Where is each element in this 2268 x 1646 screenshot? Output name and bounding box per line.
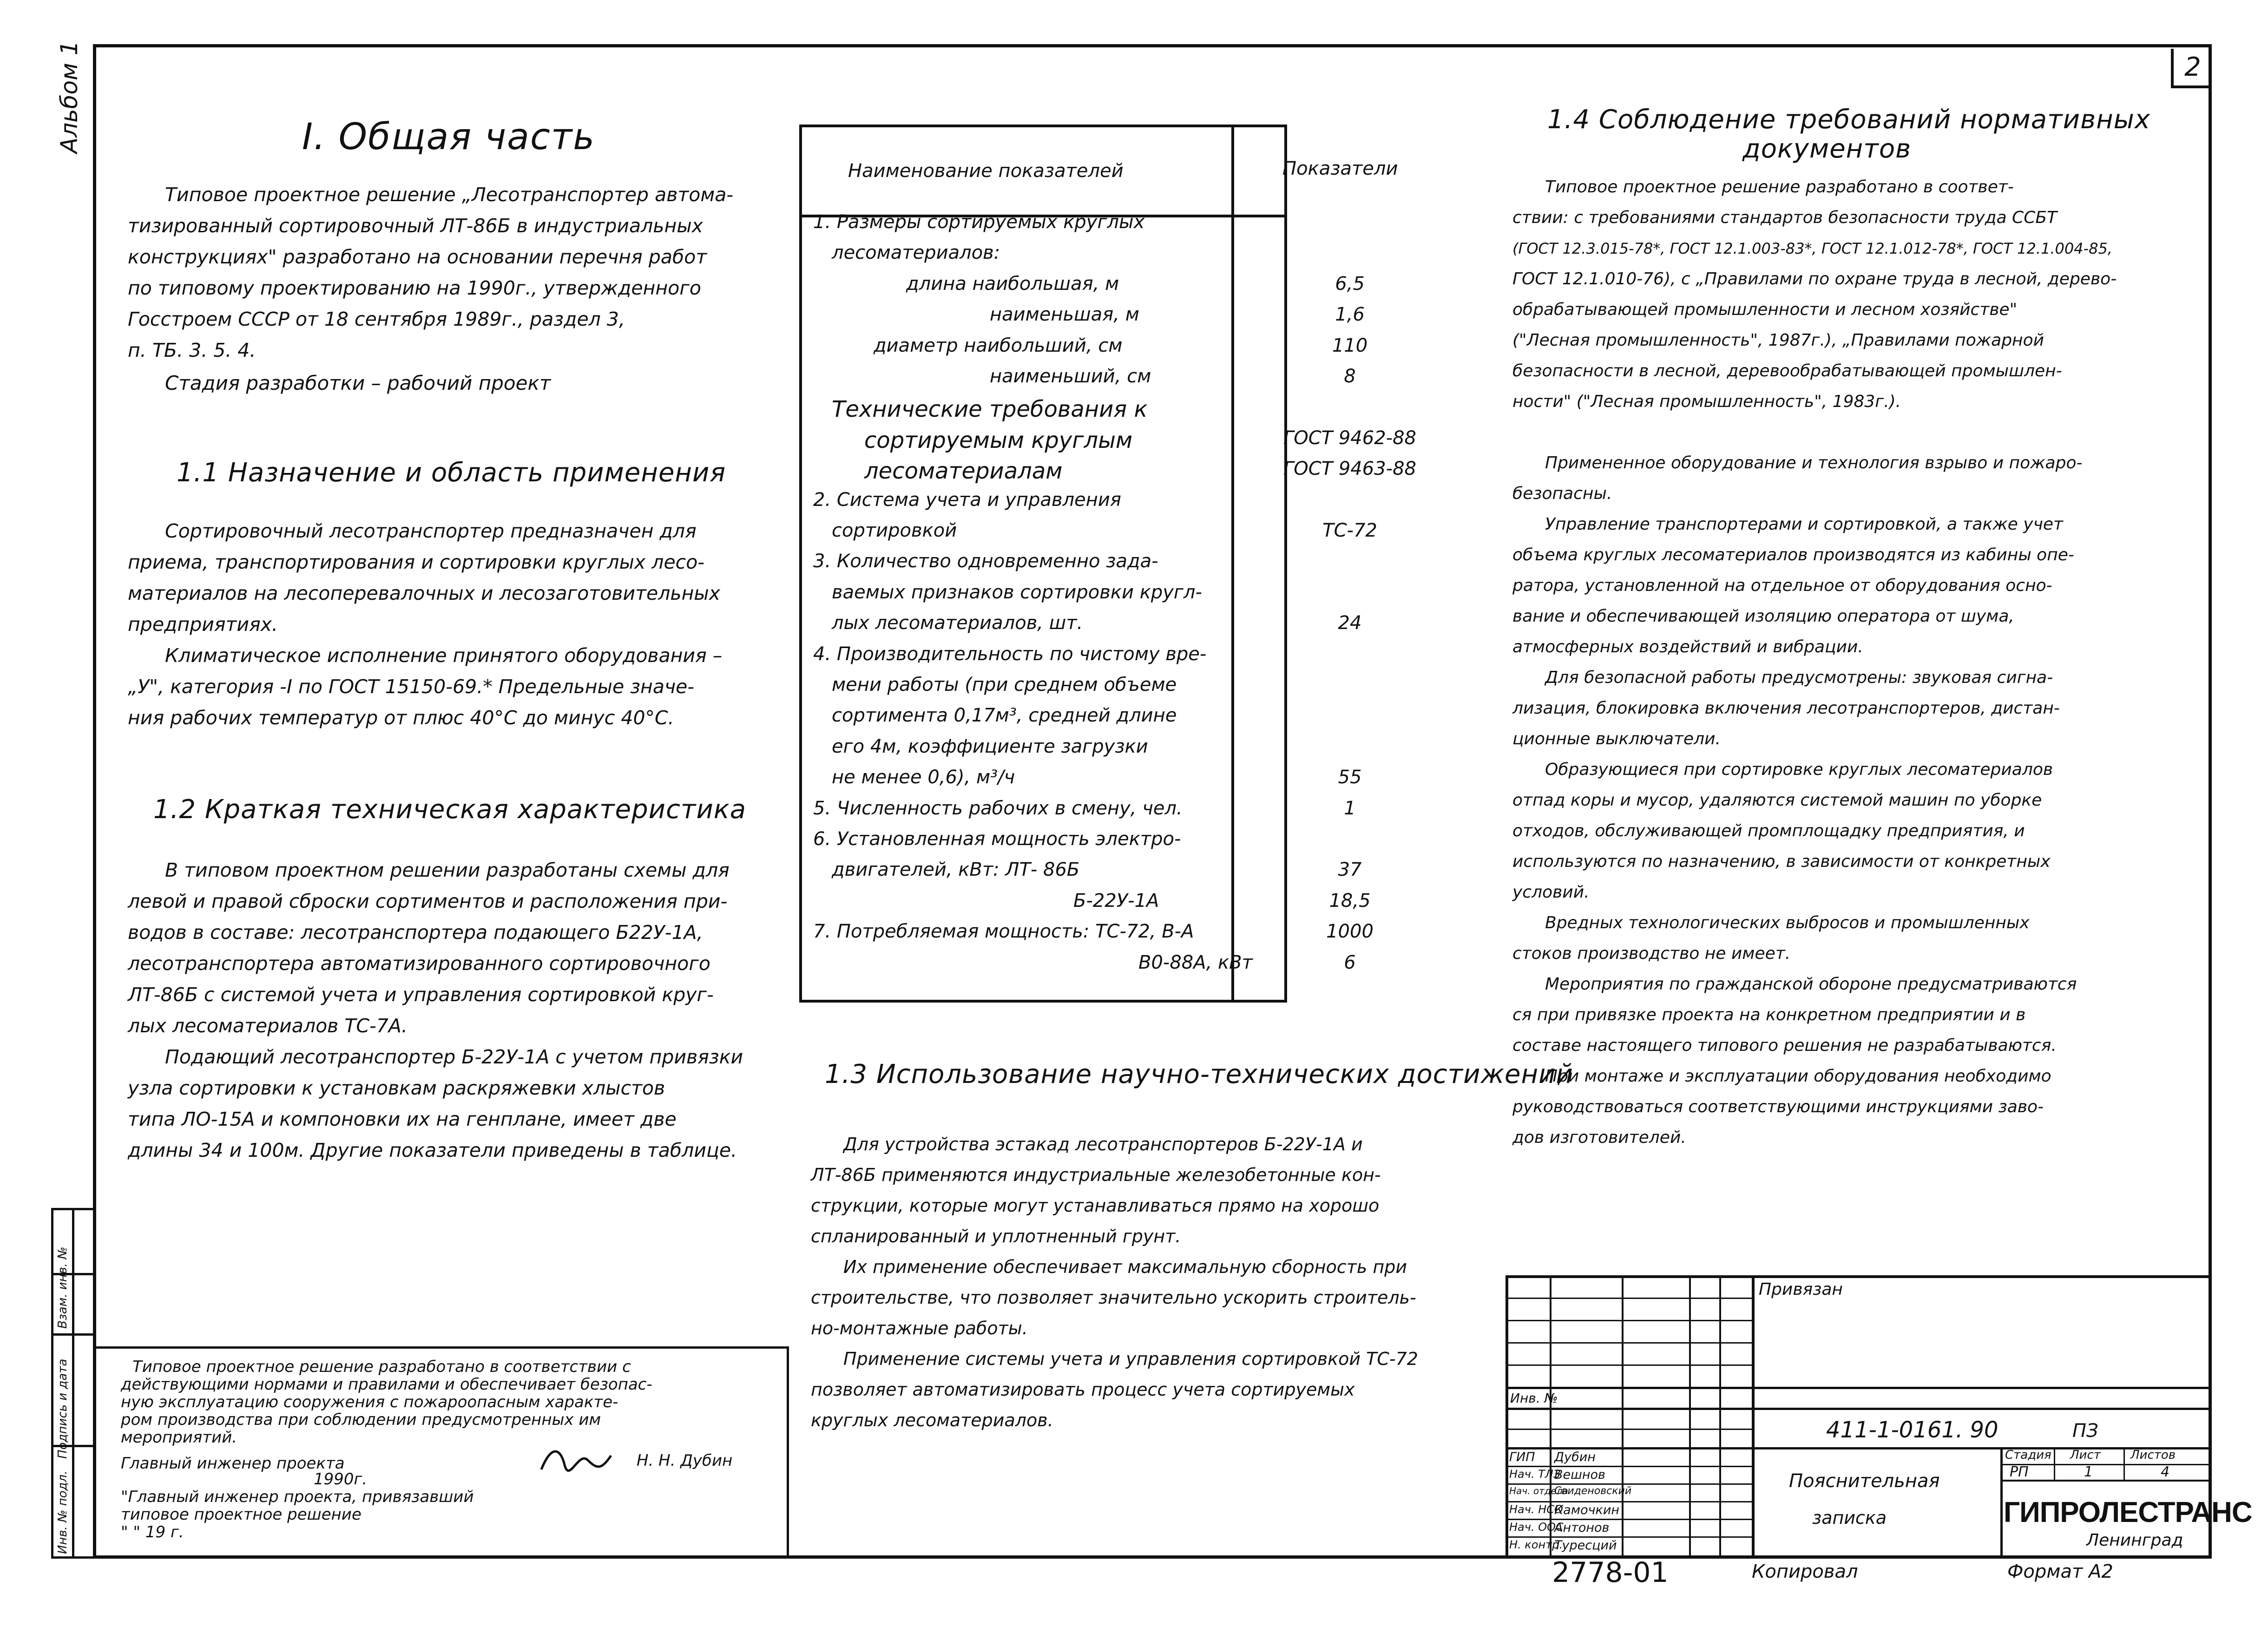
stage-value: РП — [2010, 1464, 2029, 1480]
text-line: обрабатывающей промышленности и лесном хозяйстве" — [1512, 300, 2018, 319]
table-row-name: 6. Установленная мощность электро- — [813, 828, 1181, 850]
text-line: атмосферных воздействий и вибрации. — [1512, 637, 1863, 656]
table-row-name: 4. Производительность по чистому вре- — [813, 643, 1207, 665]
text-line: ("Лесная промышленность", 1987г.), „Правилами пожарной — [1512, 331, 2044, 350]
text-line: составе настоящего типового решения не разрабатываются. — [1512, 1036, 2057, 1055]
role-label: Нач. отдела — [1509, 1485, 1568, 1496]
text-line: Их применение обеспечивает максимальную сборность при — [843, 1257, 1407, 1277]
text-line: тизированный сортировочный ЛТ-86Б в индустриальных — [128, 215, 703, 237]
text-line: Типовое проектное решение „Лесотранспортер автома- — [165, 184, 734, 206]
text-line: спланированный и уплотненный грунт. — [811, 1226, 1181, 1246]
table-row-value: ГОСТ 9462-88 — [1283, 427, 1416, 449]
table-row-value: 6 — [1344, 952, 1356, 973]
sheets-value: 4 — [2161, 1464, 2170, 1480]
section-1-3-text — [811, 1129, 1418, 1436]
table-row-name: лесоматериалам — [864, 458, 1063, 484]
role-label: ГИП — [1509, 1450, 1535, 1464]
section-1-intro — [128, 179, 734, 366]
table-row-value: 1000 — [1326, 921, 1374, 942]
table-column-divider — [1231, 127, 1234, 1000]
text-line: ния рабочих температур от плюс 40°С до минус 40°С. — [128, 707, 674, 729]
section-1-2-title: 1.2 Краткая техническая характеристика — [153, 794, 747, 825]
role-name: Свиденовский — [1554, 1485, 1632, 1497]
text-line: Применение системы учета и управления сортировкой ТС-72 — [843, 1349, 1418, 1369]
role-label: Нач. ТЛЗ — [1509, 1468, 1561, 1481]
text-line: стоков производство не имеет. — [1512, 944, 1791, 963]
document-title-2: записка — [1812, 1508, 1887, 1528]
table-row-value: 1,6 — [1335, 304, 1365, 325]
table-row-value: 8 — [1344, 366, 1356, 387]
table-row-name: 1. Размеры сортируемых круглых — [813, 211, 1145, 233]
table-row-name: Технические требования к — [832, 396, 1148, 422]
table-row-value: 37 — [1338, 859, 1362, 880]
table-row-name: мени работы (при среднем объеме — [832, 674, 1177, 695]
text-line: Для устройства эстакад лесотранспортеров Б-22У-1А и — [843, 1134, 1363, 1154]
table-header-value: Показатели — [1282, 158, 1398, 179]
table-row-name: двигателей, кВт: ЛТ- 86Б — [832, 859, 1080, 880]
role-name: Вешнов — [1554, 1468, 1605, 1482]
text-line: но-монтажные работы. — [811, 1318, 1028, 1338]
text-line: ционные выключатели. — [1512, 729, 1721, 748]
text-line: левой и правой сброски сортиментов и расположения при- — [128, 890, 728, 912]
note-line: действующими нормами и правилами и обеспечивает безопас- — [121, 1375, 652, 1394]
document-title-1: Пояснительная — [1789, 1470, 1940, 1492]
text-line: ности" ("Лесная промышленность", 1983г.). — [1512, 392, 1901, 411]
text-line: лых лесоматериалов ТС-7А. — [128, 1015, 408, 1037]
text-line: отпад коры и мусор, удаляются системой машин по уборке — [1512, 791, 2042, 810]
text-line: длины 34 и 100м. Другие показатели приведены в таблице. — [128, 1139, 737, 1161]
text-line: по типовому проектированию на 1990г., утвержденного — [128, 277, 701, 299]
chief-binding-line: " " 19 г. — [121, 1523, 184, 1541]
section-1-4-title: 1.4 Соблюдение требований нормативных — [1547, 105, 2151, 135]
section-1-4-text — [1512, 172, 2117, 1153]
table-row-value: ГОСТ 9463-88 — [1283, 458, 1416, 479]
sheet-number: 2 — [2171, 49, 2212, 88]
table-row-name: Б-22У-1А — [1073, 890, 1159, 912]
table-row-name: диаметр наибольший, см — [874, 335, 1123, 356]
text-line: типа ЛО-15А и компоновки их на генплане, имеет две — [128, 1108, 677, 1130]
text-line: „У", категория -I по ГОСТ 15150-69.* Предельные значе- — [128, 675, 695, 698]
table-row-name: лесоматериалов: — [832, 242, 1000, 263]
sheet-value: 1 — [2084, 1464, 2093, 1480]
text-line: круглых лесоматериалов. — [811, 1410, 1053, 1430]
title-block — [1505, 1275, 2252, 1559]
text-line: ся при привязке проекта на конкретном предприятии и в — [1512, 1005, 2026, 1024]
role-label: Нач. НСО — [1509, 1503, 1563, 1516]
table-row-name: лых лесоматериалов, шт. — [832, 612, 1083, 634]
text-line: лизация, блокировка включения лесотранспортеров, дистан- — [1512, 699, 2060, 718]
text-line: приема, транспортирования и сортировки круглых лесо- — [128, 551, 705, 573]
table-row-name: 2. Система учета и управления — [813, 489, 1121, 511]
copied-label: Копировал — [1752, 1561, 1858, 1582]
table-row-name: 7. Потребляемая мощность: ТС-72, В-А — [813, 921, 1194, 942]
strip-divider — [51, 1445, 95, 1447]
table-row-value: 24 — [1338, 612, 1362, 634]
note-line: ную эксплуатацию сооружения с пожароопасным характе- — [121, 1393, 618, 1411]
section-1-4-title-2: документов — [1742, 134, 1912, 164]
section-1-2-text — [128, 855, 743, 1166]
text-line: ратора, установленной на отдельное от оборудования осно- — [1512, 576, 2052, 595]
text-line: Образующиеся при сортировке круглых лесоматериалов — [1545, 760, 2053, 779]
year-1990: 1990г. — [314, 1470, 368, 1489]
text-line: условий. — [1512, 883, 1590, 902]
document-code: 411-1-0161. 90 — [1826, 1417, 1998, 1443]
section-1-3-title: 1.3 Использование научно-технических достижений — [825, 1059, 1573, 1089]
text-line: узла сортировки к установкам раскряжевки хлыстов — [128, 1077, 665, 1099]
text-line: используются по назначению, в зависимости от конкретных — [1512, 852, 2051, 871]
text-line: руководствоваться соответствующими инструкциями заво- — [1512, 1097, 2044, 1116]
text-line: вание и обеспечивающей изоляцию оператора от шума, — [1512, 607, 2014, 626]
document-type: ПЗ — [2072, 1420, 2098, 1442]
table-row-name: наименьшая, м — [990, 304, 1139, 325]
text-line: позволяет автоматизировать процесс учета сортируемых — [811, 1379, 1355, 1400]
table-row-value: 1 — [1344, 798, 1356, 819]
album-label: Альбом 1 — [56, 40, 83, 153]
text-line: Типовое проектное решение разработано в соответ- — [1545, 177, 2014, 197]
stage-header: Стадия — [2005, 1448, 2051, 1462]
text-line: безопасности в лесной, деревообрабатывающей промышлен- — [1512, 361, 2062, 380]
text-line: ствии: с требованиями стандартов безопасности труда ССБТ — [1512, 208, 2058, 227]
text-line: ЛТ-86Б применяются индустриальные железобетонные кон- — [811, 1165, 1381, 1185]
section-1-1-text — [128, 516, 722, 734]
text-line: лесотранспортера автоматизированного сортировочного — [128, 952, 710, 975]
text-line: При монтаже и эксплуатации оборудования необходимо — [1545, 1067, 2051, 1086]
role-name: Камочкин — [1554, 1503, 1620, 1517]
text-line: В типовом проектном решении разработаны схемы для — [165, 859, 730, 881]
text-line: предприятиях. — [128, 613, 278, 636]
text-line: ЛТ-86Б с системой учета и управления сортировкой круг- — [128, 984, 714, 1006]
text-line: строительстве, что позволяет значительно ускорить строитель- — [811, 1287, 1416, 1308]
chief-binding-line: "Главный инженер проекта, привязавший — [121, 1488, 474, 1506]
role-label: Нач. ООС — [1509, 1521, 1564, 1534]
text-line: Вредных технологических выбросов и промышленных — [1545, 913, 2030, 932]
table-row-name: 3. Количество одновременно зада- — [813, 551, 1158, 572]
table-row-name: В0-88А, кВт — [1138, 952, 1253, 973]
text-line: п. ТБ. 3. 5. 4. — [128, 339, 256, 361]
text-line: Примененное оборудование и технология взрыво и пожаро- — [1545, 453, 2083, 472]
text-line: водов в составе: лесотранспортера подающего Б22У-1А, — [128, 921, 703, 944]
sheets-header: Листов — [2130, 1448, 2176, 1462]
note-line: мероприятий. — [121, 1428, 237, 1447]
table-row-name: сортировкой — [832, 520, 957, 541]
role-name: Дубин — [1554, 1450, 1596, 1464]
role-label: Н. контр. — [1509, 1538, 1563, 1551]
table-row-value: 110 — [1332, 335, 1368, 356]
table-row-name: наименьший, см — [990, 366, 1151, 387]
signature-mark — [537, 1442, 616, 1479]
left-stamp-strip-2 — [72, 1208, 95, 1559]
table-row-name: его 4м, коэффициенте загрузки — [832, 736, 1148, 757]
role-name: Антонов — [1554, 1521, 1610, 1535]
text-line: объема круглых лесоматериалов производятся из кабины опе- — [1512, 545, 2074, 564]
table-row-name: длина наибольшая, м — [906, 273, 1119, 295]
text-line: ГОСТ 12.1.010-76), с „Правилами по охране труда в лесной, дерево- — [1512, 269, 2117, 289]
table-row-name: сортируемым круглым — [864, 427, 1133, 453]
inv-no-label: Инв. № подл. — [56, 1470, 70, 1554]
text-line: Климатическое исполнение принятого оборудования – — [165, 644, 723, 667]
text-line: (ГОСТ 12.3.015-78*, ГОСТ 12.1.003-83*, ГОСТ 12.1.012-78*, ГОСТ 12.1.004-85, — [1512, 240, 2113, 257]
sheet-header: Лист — [2070, 1448, 2101, 1462]
table-row-name: 5. Численность рабочих в смену, чел. — [813, 798, 1183, 819]
table-row-value: 55 — [1338, 767, 1362, 788]
table-row-value: 18,5 — [1329, 890, 1371, 912]
text-line: конструкциях" разработано на основании перечня работ — [128, 246, 707, 268]
inv-no-field: Инв. № — [1510, 1390, 1558, 1406]
stage-text: Стадия разработки – рабочий проект — [165, 372, 551, 394]
table-row-name: сортимента 0,17м³, средней длине — [832, 705, 1177, 726]
text-line: дов изготовителей. — [1512, 1128, 1686, 1147]
archive-number: 2778-01 — [1552, 1556, 1669, 1589]
signature-date-label: Подпись и дата — [56, 1358, 70, 1459]
text-line: материалов на лесоперевалочных и лесозаготовительных — [128, 582, 721, 604]
table-row-name: не менее 0,6), м³/ч — [832, 767, 1015, 788]
strip-divider — [51, 1333, 95, 1336]
strip-divider — [51, 1273, 95, 1275]
text-line: отходов, обслуживающей промплощадку предприятия, и — [1512, 821, 2025, 840]
organization-logo: ГИПРОЛЕСТРАНС — [2004, 1496, 2252, 1528]
organization-city: Ленинград — [2086, 1531, 2183, 1550]
text-line: Госстроем СССР от 18 сентября 1989г., раздел 3, — [128, 308, 625, 330]
format-label: Формат А2 — [2007, 1561, 2113, 1582]
section-1-title: I. Общая часть — [302, 116, 596, 158]
note-line: Типовое проектное решение разработано в соответствии с — [132, 1357, 631, 1376]
text-line: Для безопасной работы предусмотрены: звуковая сигна- — [1545, 668, 2053, 687]
text-line: Подающий лесотранспортер Б-22У-1А с учетом привязки — [165, 1046, 743, 1068]
chief-engineer-name: Н. Н. Дубин — [637, 1451, 733, 1470]
table-row-value: 6,5 — [1335, 273, 1365, 295]
text-line: струкции, которые могут устанавливаться прямо на хорошо — [811, 1195, 1380, 1216]
note-line: ром производства при соблюдении предусмотренных им — [121, 1410, 601, 1429]
section-1-1-title: 1.1 Назначение и область применения — [177, 458, 726, 488]
replace-inv-label: Взам. инв. № — [56, 1246, 70, 1329]
table-row-name: ваемых признаков сортировки кругл- — [832, 582, 1202, 603]
table-row-value: ТС-72 — [1322, 520, 1377, 541]
chief-engineer-label: Главный инженер проекта — [121, 1454, 345, 1473]
privyazan-label: Привязан — [1759, 1280, 1843, 1299]
text-line: Сортировочный лесотранспортер предназначен для — [165, 520, 697, 542]
role-name: Туресций — [1554, 1538, 1617, 1553]
note-box — [95, 1346, 789, 1559]
table-header-name: Наименование показателей — [848, 160, 1124, 182]
text-line: Мероприятия по гражданской обороне предусматриваются — [1545, 975, 2077, 994]
text-line: безопасны. — [1512, 484, 1612, 503]
text-line: Управление транспортерами и сортировкой, а также учет — [1545, 515, 2063, 534]
chief-binding-line: типовое проектное решение — [121, 1505, 362, 1524]
